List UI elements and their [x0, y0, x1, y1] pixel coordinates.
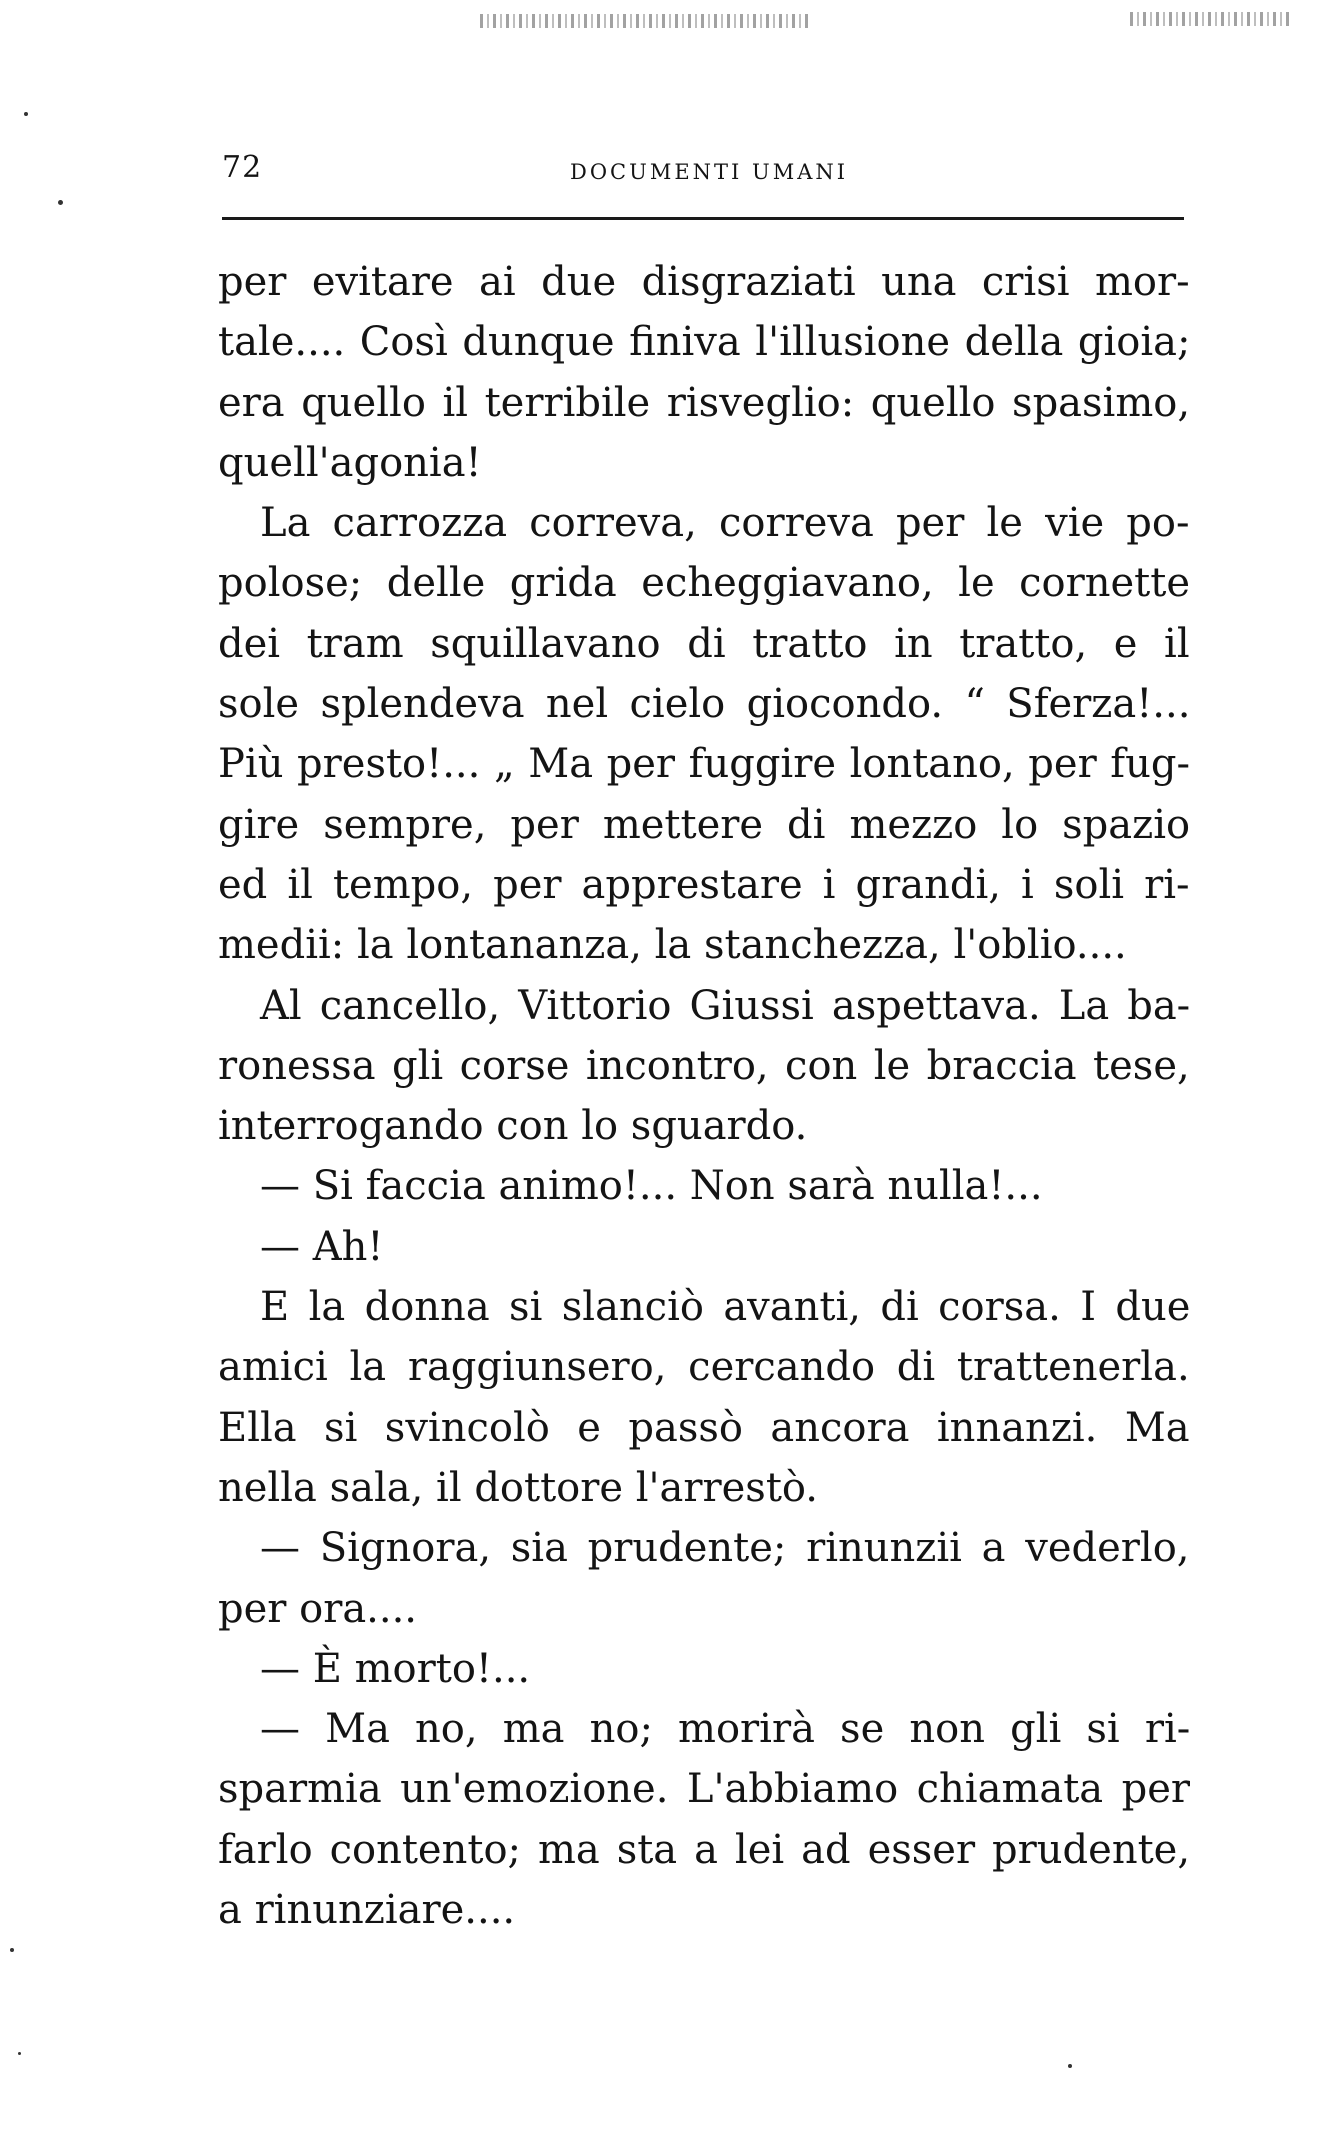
header-rule — [222, 217, 1184, 220]
scan-noise-top — [480, 14, 810, 28]
scan-speck — [58, 200, 63, 205]
text-line: era quello il terribile risveglio: quello spasimo, — [218, 379, 1190, 426]
body-text — [218, 252, 1190, 1940]
text-line: amici la raggiunsero, cercando di trattenerla. — [218, 1344, 1190, 1391]
text-line: quell'agonia! — [218, 439, 482, 486]
text-line: a rinunziare.... — [218, 1887, 516, 1934]
text-line: tale.... Così dunque finiva l'illusione della gioia; — [218, 319, 1190, 366]
text-line: La carrozza correva, correva per le vie po- — [260, 500, 1190, 547]
scan-noise-top-right — [1130, 12, 1290, 26]
text-line: per ora.... — [218, 1585, 418, 1632]
text-line: E la donna si slanciò avanti, di corsa. I due — [260, 1284, 1190, 1331]
scan-speck — [18, 2052, 21, 2055]
text-line: sparmia un'emozione. L'abbiamo chiamata per — [218, 1766, 1190, 1813]
scan-speck — [10, 1948, 14, 1952]
running-head: DOCUMENTI UMANI — [570, 160, 849, 184]
text-line: sole splendeva nel cielo giocondo. “ Sferza!... — [218, 681, 1190, 728]
text-line: ed il tempo, per apprestare i grandi, i soli ri- — [218, 861, 1190, 908]
text-line: — Ma no, ma no; morirà se non gli si ri- — [260, 1706, 1190, 1753]
text-line: — È morto!... — [260, 1645, 531, 1692]
text-line: medii: la lontananza, la stanchezza, l'oblio.... — [218, 922, 1127, 969]
text-line: Più presto!... „ Ma per fuggire lontano, per fug- — [218, 741, 1190, 788]
text-line: ronessa gli corse incontro, con le braccia tese, — [218, 1042, 1190, 1089]
text-line: — Si faccia animo!... Non sarà nulla!... — [260, 1163, 1043, 1210]
text-line: polose; delle grida echeggiavano, le cornette — [218, 560, 1190, 607]
text-line: nella sala, il dottore l'arrestò. — [218, 1464, 818, 1511]
page-header — [222, 150, 1184, 190]
text-line: — Signora, sia prudente; rinunzii a vederlo, — [260, 1525, 1190, 1572]
scan-speck — [1068, 2064, 1072, 2068]
text-line: Al cancello, Vittorio Giussi aspettava. La ba- — [260, 982, 1190, 1029]
text-line: farlo contento; ma sta a lei ad esser prudente, — [218, 1826, 1190, 1873]
scan-speck — [24, 112, 28, 116]
text-line: — Ah! — [260, 1223, 384, 1270]
text-line: interrogando con lo sguardo. — [218, 1103, 808, 1150]
text-line: gire sempre, per mettere di mezzo lo spazio — [218, 801, 1190, 848]
text-line: dei tram squillavano di tratto in tratto, e il — [218, 620, 1190, 667]
text-line: Ella si svincolò e passò ancora innanzi. Ma — [218, 1404, 1190, 1451]
page-number: 72 — [222, 150, 263, 185]
text-line: per evitare ai due disgraziati una crisi mor- — [218, 259, 1190, 305]
